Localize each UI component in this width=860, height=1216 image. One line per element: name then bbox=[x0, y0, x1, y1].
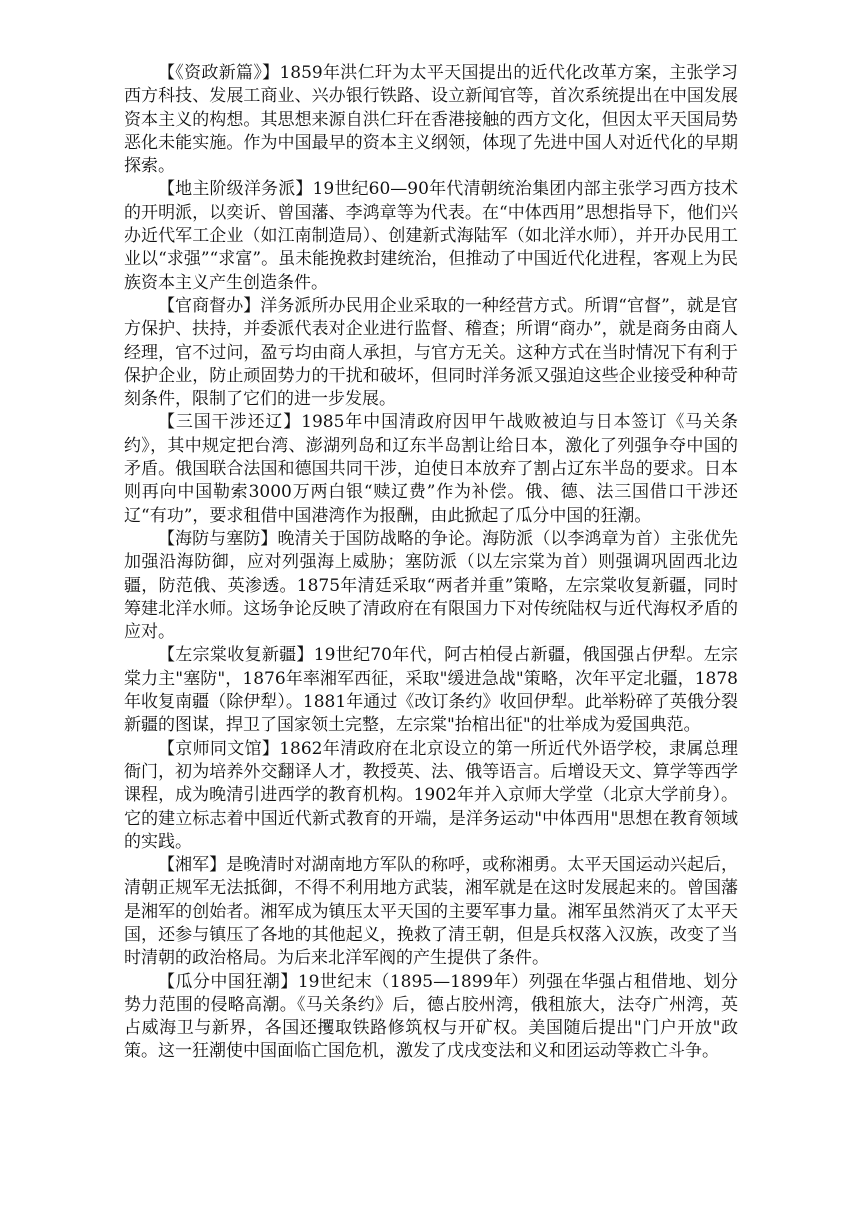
entry-term: 【湘军】 bbox=[158, 855, 227, 876]
entry-body: 1985年中国清政府因甲午战败被迫与日本签订《马关条约》，其中规定把台湾、澎湖列岛和辽东半岛割让给日本，激化了列强争夺中国的矛盾。俄国联合法国和德国共同干涉，迫使日本放弃了割占辽东半岛的要求。日本则再向中国勒索3000万两白银“赎辽费”作为补偿。俄、德、法三国借口干涉还辽“有功”，要求租借中国港湾作为报酬，由此掀起了瓜分中国的狂潮。 bbox=[124, 412, 739, 526]
entry-body: 19世纪60—90年代清朝统治集团内部主张学习西方技术的开明派，以奕䜣、曾国藩、李鸿章等为代表。在“中体西用”思想指导下，他们兴办近代军工企业（如江南制造局）、创建新式海陆军（如北洋水师），并开办民用工业以“求强”“求富”。虽未能挽救封建统治，但推动了中国近代化进程，客观上为民族资本主义产生创造条件。 bbox=[124, 179, 738, 293]
entry-jingshi-tongwenguan bbox=[124, 738, 738, 854]
entry-body: 洋务派所办民用企业采取的一种经营方式。所谓“官督”，就是官方保护、扶持，并委派代表对企业进行监督、稽查；所谓“商办”，就是商务由商人经理，官不过问，盈亏均由商人承担，与官方无关。这种方式在当时情况下有利于保护企业，防止顽固势力的干扰和破坏，但同时洋务派又强迫这些企业接受种种苛刻条件，限制了它们的进一步发展。 bbox=[124, 295, 739, 410]
entry-term: 【《资政新篇》】 bbox=[158, 63, 280, 83]
entry-term: 【左宗棠收复新疆】 bbox=[158, 645, 314, 666]
entry-zuozongtang-xinjiang bbox=[124, 644, 738, 737]
document-page bbox=[124, 62, 738, 1064]
entry-term: 【瓜分中国狂潮】 bbox=[158, 971, 298, 992]
entry-body: 19世纪末（1895—1899年）列强在华强占租借地、划分势力范围的侵略高潮。《马关条约》后，德占胶州湾，俄租旅大，法夺广州湾，英占威海卫与新界，各国还攫取铁路修筑权与开矿权。美国随后提出"门户开放"政策。这一狂潮使中国面临亡国危机，激发了戊戌变法和义和团运动等救亡斗争。 bbox=[124, 971, 738, 1062]
entry-term: 【地主阶级洋务派】 bbox=[158, 179, 313, 200]
entry-zizheng-xinpian bbox=[124, 62, 738, 178]
entry-body: 1862年清政府在北京设立的第一所近代外语学校，隶属总理衙门，初为培养外交翻译人才，教授英、法、俄等语言。后增设天文、算学等西学课程，成为晚清引进西学的教育机构。1902年并入京师大学堂（北京大学前身）。它的建立标志着中国近代新式教育的开端，是洋务运动"中体西用"思想在教育领域的实践。 bbox=[124, 738, 739, 852]
entry-term: 【海防与塞防】 bbox=[158, 528, 278, 549]
entry-term: 【三国干涉还辽】 bbox=[158, 412, 302, 433]
entry-sanguo-ganshe bbox=[124, 411, 738, 527]
entry-body: 1859年洪仁玕为太平天国提出的近代化改革方案，主张学习西方科技、发展工商业、兴办银行铁路、设立新闻官等，首次系统提出在中国发展资本主义的构想。其思想来源自洪仁玕在香港接触的西方文化，但因太平天国局势恶化未能实施。作为中国最早的资本主义纲领，体现了先进中国人对近代化的早期探索。 bbox=[124, 63, 739, 177]
entry-guafen-zhongguo bbox=[124, 971, 738, 1064]
entry-xiangjun bbox=[124, 854, 738, 970]
entry-term: 【官商督办】 bbox=[158, 295, 261, 316]
entry-term: 【京师同文馆】 bbox=[158, 738, 280, 759]
entry-guanshang-duban bbox=[124, 295, 738, 411]
entry-body: 晚清关于国防战略的争论。海防派（以李鸿章为首）主张优先加强沿海防御，应对列强海上威胁；塞防派（以左宗棠为首）则强调巩固西北边疆，防范俄、英渗透。1875年清廷采取“两者并重”策略，左宗棠收复新疆，同时筹建北洋水师。这场争论反映了清政府在有限国力下对传统陆权与近代海权矛盾的应对。 bbox=[124, 528, 739, 643]
entry-yangwu-pai bbox=[124, 178, 738, 294]
entry-body: 是晚清时对湖南地方军队的称呼，或称湘勇。太平天国运动兴起后，清朝正规军无法抵御，不得不利用地方武装，湘军就是在这时发展起来的。曾国藩是湘军的创始者。湘军成为镇压太平天国的主要军事力量。湘军虽然消灭了太平天国，还参与镇压了各地的其他起义，挽救了清王朝，但是兵权落入汉族，改变了当时清朝的政治格局。为后来北洋军阀的产生提供了条件。 bbox=[124, 855, 739, 969]
entry-haifang-saifang bbox=[124, 528, 738, 644]
entry-body: 19世纪70年代，阿古柏侵占新疆，俄国强占伊犁。左宗棠力主"塞防"，1876年率湘军西征，采取"缓进急战"策略，次年平定北疆，1878年收复南疆（除伊犁）。1881年通过《改订条约》收回伊犁。此举粉碎了英俄分裂新疆的图谋，捍卫了国家领土完整，左宗棠"抬棺出征"的壮举成为爱国典范。 bbox=[124, 645, 739, 736]
